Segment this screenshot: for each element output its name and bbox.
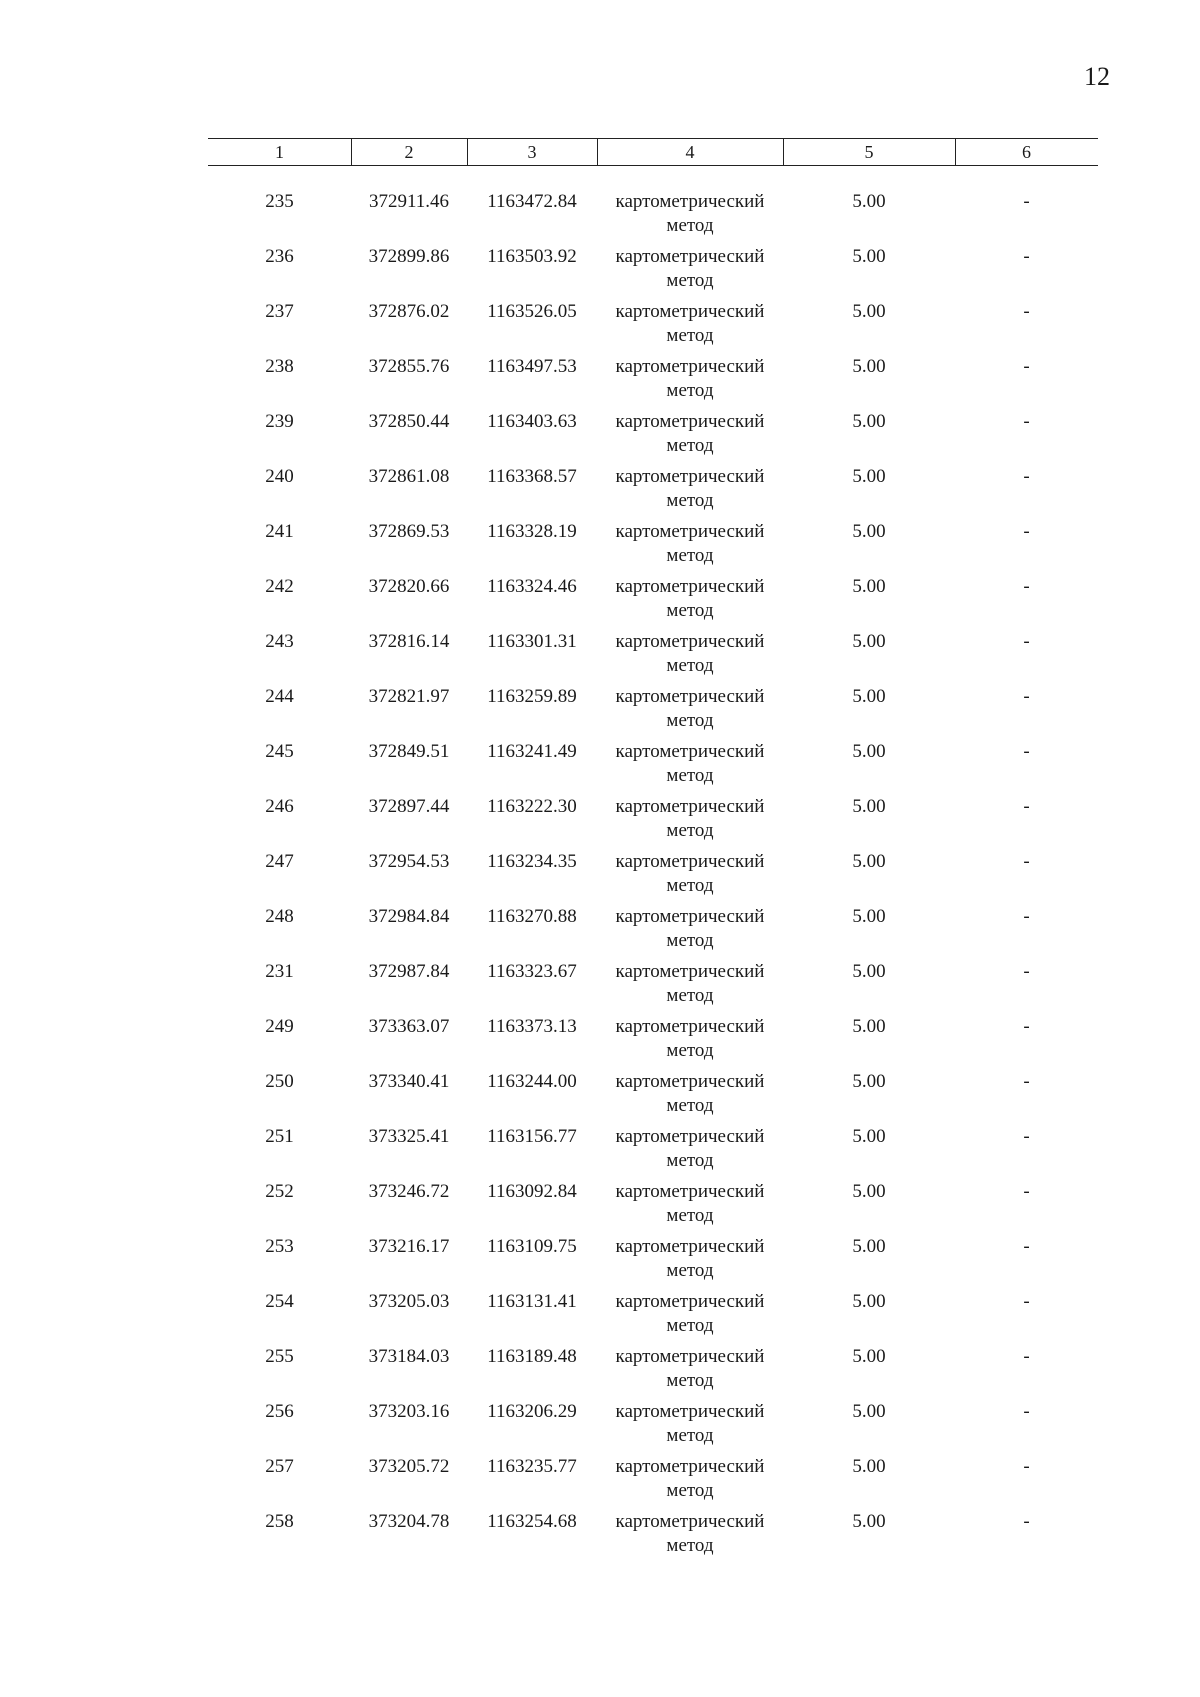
table-row	[208, 355, 1098, 410]
method-cell: картометрический метод	[615, 851, 765, 896]
column-header-6: 6	[1022, 142, 1031, 162]
y-coordinate-cell: 1163472.84	[487, 191, 577, 212]
method-cell: картометрический метод	[615, 906, 765, 951]
y-coordinate-cell: 1163206.29	[487, 1401, 577, 1422]
x-coordinate-cell: 372869.53	[368, 521, 450, 542]
point-number-cell: 242	[265, 576, 294, 597]
y-coordinate-cell: 1163259.89	[487, 686, 577, 707]
table-row	[208, 1180, 1098, 1235]
note-cell: -	[1023, 521, 1030, 542]
x-coordinate-cell: 372911.46	[368, 191, 450, 212]
y-coordinate-cell: 1163222.30	[487, 796, 577, 817]
point-number-cell: 237	[265, 301, 294, 322]
x-coordinate-cell: 372850.44	[368, 411, 450, 432]
x-coordinate-cell: 372816.14	[368, 631, 450, 652]
x-coordinate-cell: 373204.78	[368, 1511, 450, 1532]
point-number-cell: 248	[265, 906, 294, 927]
note-cell: -	[1023, 356, 1030, 377]
page-number: 12	[1084, 62, 1110, 91]
accuracy-cell: 5.00	[852, 631, 886, 652]
accuracy-cell: 5.00	[852, 1071, 886, 1092]
method-cell: картометрический метод	[615, 301, 765, 346]
accuracy-cell: 5.00	[852, 411, 886, 432]
table-row	[208, 685, 1098, 740]
point-number-cell: 246	[265, 796, 294, 817]
table-row	[208, 630, 1098, 685]
x-coordinate-cell: 372855.76	[368, 356, 450, 377]
table-row	[208, 1125, 1098, 1180]
table-row	[208, 1400, 1098, 1455]
note-cell: -	[1023, 1071, 1030, 1092]
x-coordinate-cell: 372876.02	[368, 301, 450, 322]
point-number-cell: 252	[265, 1181, 294, 1202]
x-coordinate-cell: 372899.86	[368, 246, 450, 267]
table-row	[208, 1510, 1098, 1565]
y-coordinate-cell: 1163241.49	[487, 741, 577, 762]
method-cell: картометрический метод	[615, 1181, 765, 1226]
table-row	[208, 410, 1098, 465]
accuracy-cell: 5.00	[852, 1291, 886, 1312]
point-number-cell: 257	[265, 1456, 294, 1477]
method-cell: картометрический метод	[615, 741, 765, 786]
x-coordinate-cell: 373340.41	[368, 1071, 450, 1092]
point-number-cell: 247	[265, 851, 294, 872]
note-cell: -	[1023, 1181, 1030, 1202]
accuracy-cell: 5.00	[852, 356, 886, 377]
x-coordinate-cell: 373184.03	[368, 1346, 450, 1367]
point-number-cell: 241	[265, 521, 294, 542]
point-number-cell: 240	[265, 466, 294, 487]
accuracy-cell: 5.00	[852, 1456, 886, 1477]
point-number-cell: 236	[265, 246, 294, 267]
x-coordinate-cell: 372987.84	[368, 961, 450, 982]
note-cell: -	[1023, 851, 1030, 872]
note-cell: -	[1023, 1016, 1030, 1037]
x-coordinate-cell: 373205.03	[368, 1291, 450, 1312]
x-coordinate-cell: 372984.84	[368, 906, 450, 927]
y-coordinate-cell: 1163323.67	[487, 961, 577, 982]
y-coordinate-cell: 1163109.75	[487, 1236, 577, 1257]
column-header-3: 3	[467, 139, 598, 165]
method-cell: картометрический метод	[615, 1126, 765, 1171]
method-cell: картометрический метод	[615, 1511, 765, 1556]
y-coordinate-cell: 1163526.05	[487, 301, 577, 322]
x-coordinate-cell: 373216.17	[368, 1236, 450, 1257]
y-coordinate-cell: 1163503.92	[487, 246, 577, 267]
y-coordinate-cell: 1163270.88	[487, 906, 577, 927]
table-row	[208, 795, 1098, 850]
point-number-cell: 255	[265, 1346, 294, 1367]
method-cell: картометрический метод	[615, 631, 765, 676]
note-cell: -	[1023, 1401, 1030, 1422]
note-cell: -	[1023, 301, 1030, 322]
accuracy-cell: 5.00	[852, 796, 886, 817]
x-coordinate-cell: 372820.66	[368, 576, 450, 597]
note-cell: -	[1023, 466, 1030, 487]
y-coordinate-cell: 1163234.35	[487, 851, 577, 872]
y-coordinate-cell: 1163254.68	[487, 1511, 577, 1532]
y-coordinate-cell: 1163368.57	[487, 466, 577, 487]
accuracy-cell: 5.00	[852, 1346, 886, 1367]
table-row	[208, 850, 1098, 905]
point-number-cell: 254	[265, 1291, 294, 1312]
table-row	[208, 300, 1098, 355]
column-header-4: 4	[597, 139, 784, 165]
table-row	[208, 740, 1098, 795]
y-coordinate-cell: 1163092.84	[487, 1181, 577, 1202]
note-cell: -	[1023, 906, 1030, 927]
point-number-cell: 239	[265, 411, 294, 432]
point-number-cell: 245	[265, 741, 294, 762]
table-row	[208, 245, 1098, 300]
accuracy-cell: 5.00	[852, 576, 886, 597]
accuracy-cell: 5.00	[852, 961, 886, 982]
method-cell: картометрический метод	[615, 356, 765, 401]
x-coordinate-cell: 373325.41	[368, 1126, 450, 1147]
accuracy-cell: 5.00	[852, 1126, 886, 1147]
x-coordinate-cell: 373363.07	[368, 1016, 450, 1037]
note-cell: -	[1023, 1236, 1030, 1257]
note-cell: -	[1023, 741, 1030, 762]
x-coordinate-cell: 372897.44	[368, 796, 450, 817]
method-cell: картометрический метод	[615, 411, 765, 456]
table-row	[208, 575, 1098, 630]
x-coordinate-cell: 372821.97	[368, 686, 450, 707]
column-header-1: 1	[208, 139, 352, 165]
table-header	[208, 138, 1098, 166]
point-number-cell: 258	[265, 1511, 294, 1532]
method-cell: картометрический метод	[615, 466, 765, 511]
accuracy-cell: 5.00	[852, 1401, 886, 1422]
table-row	[208, 1345, 1098, 1400]
table-row	[208, 1015, 1098, 1070]
accuracy-cell: 5.00	[852, 521, 886, 542]
y-coordinate-cell: 1163403.63	[487, 411, 577, 432]
note-cell: -	[1023, 961, 1030, 982]
column-header-2: 2	[351, 139, 468, 165]
method-cell: картометрический метод	[615, 1401, 765, 1446]
x-coordinate-cell: 373246.72	[368, 1181, 450, 1202]
accuracy-cell: 5.00	[852, 741, 886, 762]
method-cell: картометрический метод	[615, 576, 765, 621]
column-header-5: 5	[783, 139, 956, 165]
point-number-cell: 249	[265, 1016, 294, 1037]
method-cell: картометрический метод	[615, 1291, 765, 1336]
point-number-cell: 244	[265, 686, 294, 707]
note-cell: -	[1023, 576, 1030, 597]
accuracy-cell: 5.00	[852, 851, 886, 872]
method-cell: картометрический метод	[615, 796, 765, 841]
table-row	[208, 465, 1098, 520]
accuracy-cell: 5.00	[852, 1016, 886, 1037]
accuracy-cell: 5.00	[852, 906, 886, 927]
point-number-cell: 250	[265, 1071, 294, 1092]
x-coordinate-cell: 373205.72	[368, 1456, 450, 1477]
note-cell: -	[1023, 1511, 1030, 1532]
method-cell: картометрический метод	[615, 246, 765, 291]
y-coordinate-cell: 1163373.13	[487, 1016, 577, 1037]
accuracy-cell: 5.00	[852, 686, 886, 707]
method-cell: картометрический метод	[615, 961, 765, 1006]
point-number-cell: 256	[265, 1401, 294, 1422]
y-coordinate-cell: 1163244.00	[487, 1071, 577, 1092]
accuracy-cell: 5.00	[852, 1511, 886, 1532]
method-cell: картометрический метод	[615, 1071, 765, 1116]
note-cell: -	[1023, 1346, 1030, 1367]
note-cell: -	[1023, 1456, 1030, 1477]
table-row	[208, 905, 1098, 960]
table-row	[208, 960, 1098, 1015]
accuracy-cell: 5.00	[852, 466, 886, 487]
method-cell: картометрический метод	[615, 521, 765, 566]
accuracy-cell: 5.00	[852, 246, 886, 267]
y-coordinate-cell: 1163301.31	[487, 631, 577, 652]
y-coordinate-cell: 1163156.77	[487, 1126, 577, 1147]
table-body	[208, 190, 1098, 1565]
table-row	[208, 1290, 1098, 1345]
x-coordinate-cell: 372861.08	[368, 466, 450, 487]
x-coordinate-cell: 372954.53	[368, 851, 450, 872]
point-number-cell: 243	[265, 631, 294, 652]
method-cell: картометрический метод	[615, 1016, 765, 1061]
method-cell: картометрический метод	[615, 686, 765, 731]
method-cell: картометрический метод	[615, 1236, 765, 1281]
accuracy-cell: 5.00	[852, 1236, 886, 1257]
method-cell: картометрический метод	[615, 1456, 765, 1501]
table-row	[208, 1070, 1098, 1125]
y-coordinate-cell: 1163497.53	[487, 356, 577, 377]
point-number-cell: 238	[265, 356, 294, 377]
y-coordinate-cell: 1163328.19	[487, 521, 577, 542]
table-row	[208, 190, 1098, 245]
method-cell: картометрический метод	[615, 191, 765, 236]
point-number-cell: 251	[265, 1126, 294, 1147]
note-cell: -	[1023, 686, 1030, 707]
point-number-cell: 231	[265, 961, 294, 982]
y-coordinate-cell: 1163235.77	[487, 1456, 577, 1477]
note-cell: -	[1023, 191, 1030, 212]
y-coordinate-cell: 1163189.48	[487, 1346, 577, 1367]
accuracy-cell: 5.00	[852, 301, 886, 322]
note-cell: -	[1023, 246, 1030, 267]
x-coordinate-cell: 373203.16	[368, 1401, 450, 1422]
y-coordinate-cell: 1163131.41	[487, 1291, 577, 1312]
table-row	[208, 1235, 1098, 1290]
y-coordinate-cell: 1163324.46	[487, 576, 577, 597]
table-row	[208, 520, 1098, 575]
point-number-cell: 253	[265, 1236, 294, 1257]
note-cell: -	[1023, 796, 1030, 817]
x-coordinate-cell: 372849.51	[368, 741, 450, 762]
note-cell: -	[1023, 411, 1030, 432]
table-row	[208, 1455, 1098, 1510]
method-cell: картометрический метод	[615, 1346, 765, 1391]
accuracy-cell: 5.00	[852, 191, 886, 212]
note-cell: -	[1023, 1291, 1030, 1312]
note-cell: -	[1023, 631, 1030, 652]
accuracy-cell: 5.00	[852, 1181, 886, 1202]
note-cell: -	[1023, 1126, 1030, 1147]
point-number-cell: 235	[265, 191, 294, 212]
